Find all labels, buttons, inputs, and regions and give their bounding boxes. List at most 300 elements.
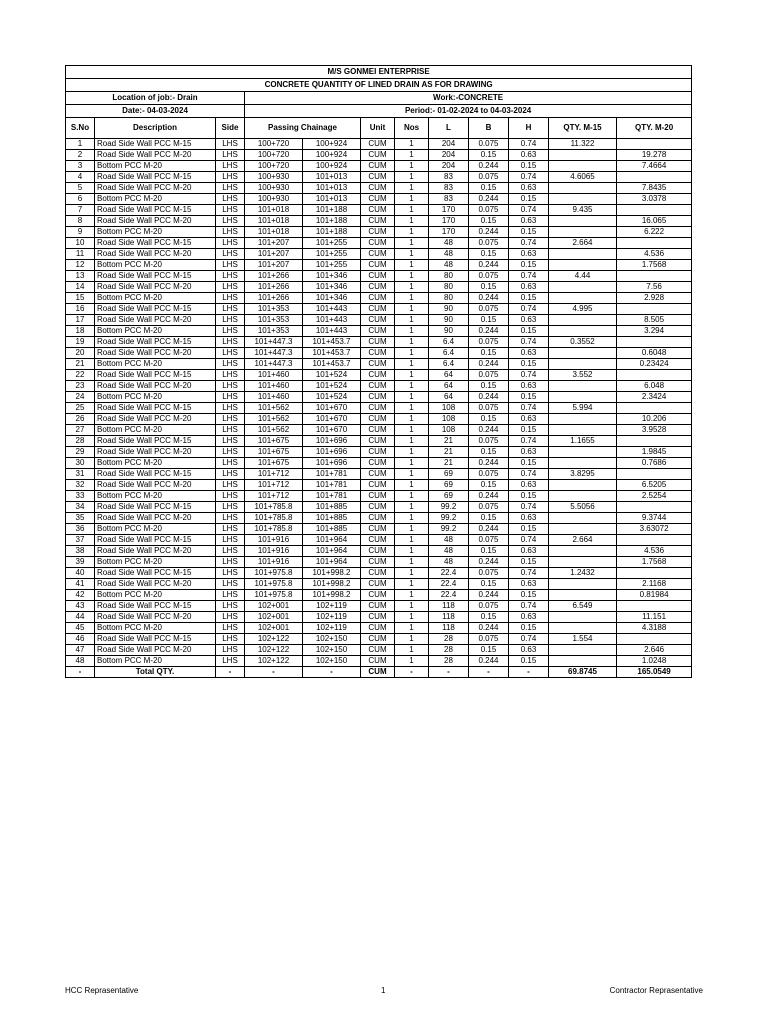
cell-breadth: 0.075 (469, 601, 509, 612)
total-qty-m20: 165.0549 (617, 667, 692, 678)
table-row (66, 491, 692, 502)
cell-unit: CUM (361, 623, 395, 634)
cell-qty-m20: 10.206 (617, 414, 692, 425)
cell-side: LHS (216, 579, 245, 590)
table-row (66, 480, 692, 491)
cell-description: Road Side Wall PCC M-20 (95, 414, 216, 425)
cell-length: 118 (429, 612, 469, 623)
cell-qty-m20: 7.56 (617, 282, 692, 293)
cell-from-chainage: 101+207 (245, 249, 303, 260)
cell-side: LHS (216, 425, 245, 436)
cell-side: LHS (216, 238, 245, 249)
table-row (66, 370, 692, 381)
cell-qty-m20: 0.23424 (617, 359, 692, 370)
cell-from-chainage: 101+712 (245, 491, 303, 502)
cell-height: 0.63 (509, 249, 549, 260)
cell-height: 0.63 (509, 513, 549, 524)
table-row (66, 425, 692, 436)
cell-height: 0.63 (509, 447, 549, 458)
cell-sno: 8 (66, 216, 95, 227)
cell-nos: 1 (395, 656, 429, 667)
cell-sno: 17 (66, 315, 95, 326)
cell-length: 108 (429, 425, 469, 436)
cell-side: LHS (216, 194, 245, 205)
cell-breadth: 0.244 (469, 293, 509, 304)
cell-description: Road Side Wall PCC M-15 (95, 568, 216, 579)
cell-description: Road Side Wall PCC M-15 (95, 403, 216, 414)
cell-to-chainage: 101+781 (303, 480, 361, 491)
table-row (66, 282, 692, 293)
cell-nos: 1 (395, 645, 429, 656)
cell-description: Bottom PCC M-20 (95, 458, 216, 469)
cell-from-chainage: 101+018 (245, 205, 303, 216)
cell-nos: 1 (395, 535, 429, 546)
cell-from-chainage: 101+975.8 (245, 568, 303, 579)
cell-unit: CUM (361, 414, 395, 425)
cell-description: Road Side Wall PCC M-15 (95, 139, 216, 150)
cell-to-chainage: 101+013 (303, 172, 361, 183)
cell-height: 0.15 (509, 359, 549, 370)
cell-side: LHS (216, 370, 245, 381)
cell-breadth: 0.15 (469, 546, 509, 557)
cell-description: Bottom PCC M-20 (95, 656, 216, 667)
cell-from-chainage: 101+460 (245, 370, 303, 381)
cell-description: Road Side Wall PCC M-15 (95, 172, 216, 183)
cell-length: 83 (429, 194, 469, 205)
table-row (66, 359, 692, 370)
cell-side: LHS (216, 293, 245, 304)
cell-qty-m15: 1.554 (549, 634, 617, 645)
cell-side: LHS (216, 436, 245, 447)
cell-side: LHS (216, 546, 245, 557)
table-row (66, 227, 692, 238)
cell-length: 48 (429, 546, 469, 557)
cell-description: Bottom PCC M-20 (95, 293, 216, 304)
cell-unit: CUM (361, 315, 395, 326)
cell-from-chainage: 101+916 (245, 535, 303, 546)
cell-nos: 1 (395, 513, 429, 524)
cell-side: LHS (216, 568, 245, 579)
cell-qty-m20 (617, 436, 692, 447)
cell-sno: 39 (66, 557, 95, 568)
cell-nos: 1 (395, 315, 429, 326)
total-row (66, 667, 692, 678)
cell-breadth: 0.244 (469, 623, 509, 634)
cell-breadth: 0.075 (469, 271, 509, 282)
cell-height: 0.74 (509, 238, 549, 249)
cell-height: 0.63 (509, 150, 549, 161)
cell-from-chainage: 101+353 (245, 304, 303, 315)
cell-to-chainage: 100+924 (303, 139, 361, 150)
cell-to-chainage: 101+781 (303, 491, 361, 502)
cell-qty-m20: 6.222 (617, 227, 692, 238)
cell-nos: 1 (395, 436, 429, 447)
cell-qty-m15 (549, 623, 617, 634)
cell-sno: 2 (66, 150, 95, 161)
cell-length: 69 (429, 491, 469, 502)
cell-to-chainage: 101+670 (303, 425, 361, 436)
cell-height: 0.15 (509, 623, 549, 634)
cell-from-chainage: 101+266 (245, 271, 303, 282)
cell-nos: 1 (395, 282, 429, 293)
cell-description: Road Side Wall PCC M-15 (95, 304, 216, 315)
cell-unit: CUM (361, 183, 395, 194)
cell-to-chainage: 101+885 (303, 524, 361, 535)
cell-description: Bottom PCC M-20 (95, 524, 216, 535)
cell-nos: 1 (395, 304, 429, 315)
table-row (66, 249, 692, 260)
cell-height: 0.74 (509, 403, 549, 414)
cell-height: 0.63 (509, 381, 549, 392)
cell-description: Road Side Wall PCC M-15 (95, 535, 216, 546)
cell-breadth: 0.244 (469, 326, 509, 337)
table-row (66, 315, 692, 326)
cell-unit: CUM (361, 469, 395, 480)
cell-description: Bottom PCC M-20 (95, 590, 216, 601)
cell-breadth: 0.244 (469, 557, 509, 568)
cell-to-chainage: 101+255 (303, 238, 361, 249)
cell-height: 0.63 (509, 216, 549, 227)
cell-length: 64 (429, 381, 469, 392)
cell-qty-m15 (549, 381, 617, 392)
cell-length: 22.4 (429, 579, 469, 590)
cell-sno: 24 (66, 392, 95, 403)
cell-unit: CUM (361, 150, 395, 161)
cell-qty-m15 (549, 150, 617, 161)
cell-breadth: 0.15 (469, 645, 509, 656)
cell-height: 0.74 (509, 172, 549, 183)
cell-length: 69 (429, 469, 469, 480)
cell-breadth: 0.075 (469, 172, 509, 183)
cell-qty-m15: 5.994 (549, 403, 617, 414)
table-row (66, 205, 692, 216)
table-row (66, 271, 692, 282)
cell-unit: CUM (361, 392, 395, 403)
cell-height: 0.63 (509, 183, 549, 194)
cell-unit: CUM (361, 458, 395, 469)
cell-breadth: 0.15 (469, 315, 509, 326)
cell-side: LHS (216, 326, 245, 337)
cell-sno: 45 (66, 623, 95, 634)
cell-qty-m20: 0.6048 (617, 348, 692, 359)
cell-qty-m20 (617, 469, 692, 480)
cell-qty-m15: 4.44 (549, 271, 617, 282)
cell-side: LHS (216, 557, 245, 568)
cell-sno: 5 (66, 183, 95, 194)
report-date: Date:- 04-03-2024 (66, 105, 245, 118)
cell-length: 21 (429, 436, 469, 447)
cell-qty-m15: 2.664 (549, 535, 617, 546)
cell-to-chainage: 101+524 (303, 370, 361, 381)
cell-from-chainage: 101+353 (245, 326, 303, 337)
cell-sno: 43 (66, 601, 95, 612)
cell-from-chainage: 102+001 (245, 623, 303, 634)
cell-qty-m20: 1.7568 (617, 557, 692, 568)
cell-side: LHS (216, 458, 245, 469)
cell-length: 108 (429, 414, 469, 425)
cell-qty-m20: 16.065 (617, 216, 692, 227)
cell-nos: 1 (395, 381, 429, 392)
cell-qty-m15: 0.3552 (549, 337, 617, 348)
cell-qty-m15 (549, 216, 617, 227)
cell-qty-m20 (617, 634, 692, 645)
cell-side: LHS (216, 524, 245, 535)
cell-description: Road Side Wall PCC M-15 (95, 469, 216, 480)
cell-to-chainage: 101+885 (303, 513, 361, 524)
cell-nos: 1 (395, 634, 429, 645)
cell-from-chainage: 101+675 (245, 447, 303, 458)
table-row (66, 392, 692, 403)
cell-side: LHS (216, 227, 245, 238)
cell-side: LHS (216, 216, 245, 227)
cell-description: Road Side Wall PCC M-15 (95, 370, 216, 381)
cell-length: 22.4 (429, 590, 469, 601)
cell-side: LHS (216, 513, 245, 524)
cell-description: Road Side Wall PCC M-15 (95, 205, 216, 216)
report-period: Period:- 01-02-2024 to 04-03-2024 (245, 105, 692, 118)
cell-qty-m15: 3.552 (549, 370, 617, 381)
cell-to-chainage: 101+885 (303, 502, 361, 513)
cell-qty-m20 (617, 568, 692, 579)
col-b: B (469, 118, 509, 139)
table-row (66, 656, 692, 667)
cell-to-chainage: 102+119 (303, 612, 361, 623)
cell-breadth: 0.075 (469, 436, 509, 447)
cell-height: 0.74 (509, 568, 549, 579)
cell-nos: 1 (395, 425, 429, 436)
cell-breadth: 0.244 (469, 425, 509, 436)
cell-length: 28 (429, 634, 469, 645)
cell-to-chainage: 101+255 (303, 249, 361, 260)
table-row (66, 293, 692, 304)
cell-from-chainage: 101+460 (245, 381, 303, 392)
cell-from-chainage: 101+460 (245, 392, 303, 403)
cell-description: Road Side Wall PCC M-15 (95, 502, 216, 513)
cell-to-chainage: 101+443 (303, 315, 361, 326)
table-row (66, 601, 692, 612)
total-breadth: - (469, 667, 509, 678)
cell-height: 0.74 (509, 634, 549, 645)
cell-length: 48 (429, 249, 469, 260)
table-row (66, 139, 692, 150)
cell-to-chainage: 101+696 (303, 458, 361, 469)
cell-length: 69 (429, 480, 469, 491)
cell-side: LHS (216, 304, 245, 315)
cell-qty-m15 (549, 227, 617, 238)
cell-to-chainage: 101+524 (303, 381, 361, 392)
cell-length: 80 (429, 293, 469, 304)
table-row (66, 502, 692, 513)
col-qty-m15: QTY. M-15 (549, 118, 617, 139)
cell-height: 0.15 (509, 161, 549, 172)
cell-qty-m15 (549, 513, 617, 524)
cell-length: 90 (429, 326, 469, 337)
cell-unit: CUM (361, 601, 395, 612)
cell-nos: 1 (395, 271, 429, 282)
cell-to-chainage: 101+346 (303, 282, 361, 293)
cell-qty-m15 (549, 348, 617, 359)
cell-nos: 1 (395, 447, 429, 458)
cell-breadth: 0.075 (469, 535, 509, 546)
cell-from-chainage: 101+266 (245, 282, 303, 293)
cell-side: LHS (216, 315, 245, 326)
cell-unit: CUM (361, 524, 395, 535)
cell-nos: 1 (395, 601, 429, 612)
cell-description: Road Side Wall PCC M-20 (95, 183, 216, 194)
cell-from-chainage: 100+930 (245, 183, 303, 194)
cell-to-chainage: 102+119 (303, 601, 361, 612)
cell-qty-m15: 2.664 (549, 238, 617, 249)
cell-nos: 1 (395, 172, 429, 183)
cell-sno: 16 (66, 304, 95, 315)
cell-nos: 1 (395, 370, 429, 381)
cell-length: 21 (429, 458, 469, 469)
cell-side: LHS (216, 590, 245, 601)
table-row (66, 326, 692, 337)
cell-sno: 20 (66, 348, 95, 359)
cell-height: 0.74 (509, 436, 549, 447)
cell-height: 0.15 (509, 326, 549, 337)
cell-unit: CUM (361, 656, 395, 667)
cell-qty-m20 (617, 271, 692, 282)
cell-description: Bottom PCC M-20 (95, 557, 216, 568)
cell-to-chainage: 102+150 (303, 645, 361, 656)
col-side: Side (216, 118, 245, 139)
cell-height: 0.15 (509, 293, 549, 304)
cell-height: 0.15 (509, 656, 549, 667)
cell-qty-m15 (549, 579, 617, 590)
cell-unit: CUM (361, 304, 395, 315)
column-header-row (66, 118, 692, 139)
cell-qty-m20 (617, 370, 692, 381)
cell-qty-m20: 6.5205 (617, 480, 692, 491)
cell-qty-m20 (617, 403, 692, 414)
cell-side: LHS (216, 414, 245, 425)
cell-sno: 34 (66, 502, 95, 513)
cell-to-chainage: 101+696 (303, 436, 361, 447)
cell-qty-m20 (617, 535, 692, 546)
cell-sno: 6 (66, 194, 95, 205)
cell-sno: 28 (66, 436, 95, 447)
cell-qty-m20: 2.3424 (617, 392, 692, 403)
cell-qty-m15: 1.2432 (549, 568, 617, 579)
cell-description: Road Side Wall PCC M-20 (95, 480, 216, 491)
cell-to-chainage: 101+998.2 (303, 579, 361, 590)
cell-nos: 1 (395, 623, 429, 634)
cell-qty-m20: 2.1168 (617, 579, 692, 590)
cell-breadth: 0.244 (469, 392, 509, 403)
cell-to-chainage: 101+964 (303, 557, 361, 568)
cell-sno: 47 (66, 645, 95, 656)
cell-side: LHS (216, 601, 245, 612)
cell-sno: 1 (66, 139, 95, 150)
col-description: Description (95, 118, 216, 139)
cell-sno: 29 (66, 447, 95, 458)
cell-length: 28 (429, 645, 469, 656)
cell-length: 118 (429, 601, 469, 612)
cell-description: Road Side Wall PCC M-20 (95, 447, 216, 458)
cell-unit: CUM (361, 194, 395, 205)
cell-length: 108 (429, 403, 469, 414)
cell-breadth: 0.075 (469, 469, 509, 480)
cell-nos: 1 (395, 260, 429, 271)
cell-breadth: 0.075 (469, 568, 509, 579)
cell-unit: CUM (361, 557, 395, 568)
cell-breadth: 0.15 (469, 414, 509, 425)
cell-length: 204 (429, 150, 469, 161)
cell-from-chainage: 101+562 (245, 414, 303, 425)
cell-side: LHS (216, 172, 245, 183)
cell-breadth: 0.244 (469, 227, 509, 238)
cell-nos: 1 (395, 557, 429, 568)
cell-height: 0.15 (509, 392, 549, 403)
cell-qty-m15: 6.549 (549, 601, 617, 612)
cell-side: LHS (216, 491, 245, 502)
table-row (66, 414, 692, 425)
cell-length: 204 (429, 161, 469, 172)
cell-qty-m15 (549, 414, 617, 425)
cell-sno: 38 (66, 546, 95, 557)
cell-sno: 22 (66, 370, 95, 381)
cell-sno: 37 (66, 535, 95, 546)
cell-sno: 44 (66, 612, 95, 623)
cell-from-chainage: 102+001 (245, 601, 303, 612)
cell-length: 48 (429, 557, 469, 568)
cell-length: 48 (429, 260, 469, 271)
cell-length: 170 (429, 216, 469, 227)
table-row (66, 535, 692, 546)
company-name: M/S GONMEI ENTERPRISE (66, 66, 692, 79)
cell-qty-m20: 7.8435 (617, 183, 692, 194)
table-row (66, 645, 692, 656)
cell-unit: CUM (361, 359, 395, 370)
table-row (66, 524, 692, 535)
cell-to-chainage: 102+150 (303, 634, 361, 645)
cell-side: LHS (216, 381, 245, 392)
cell-from-chainage: 101+916 (245, 557, 303, 568)
cell-qty-m20: 6.048 (617, 381, 692, 392)
cell-unit: CUM (361, 282, 395, 293)
cell-side: LHS (216, 348, 245, 359)
cell-sno: 7 (66, 205, 95, 216)
cell-description: Bottom PCC M-20 (95, 194, 216, 205)
cell-qty-m20 (617, 304, 692, 315)
cell-qty-m15 (549, 282, 617, 293)
total-to-chainage: - (303, 667, 361, 678)
cell-breadth: 0.075 (469, 370, 509, 381)
cell-sno: 10 (66, 238, 95, 249)
cell-sno: 14 (66, 282, 95, 293)
cell-nos: 1 (395, 546, 429, 557)
cell-nos: 1 (395, 491, 429, 502)
cell-breadth: 0.15 (469, 216, 509, 227)
cell-qty-m15 (549, 645, 617, 656)
work-type: Work:-CONCRETE (245, 92, 692, 105)
cell-description: Road Side Wall PCC M-20 (95, 216, 216, 227)
total-length: - (429, 667, 469, 678)
cell-height: 0.74 (509, 502, 549, 513)
cell-description: Road Side Wall PCC M-20 (95, 645, 216, 656)
cell-length: 48 (429, 238, 469, 249)
cell-nos: 1 (395, 458, 429, 469)
cell-height: 0.74 (509, 469, 549, 480)
cell-nos: 1 (395, 502, 429, 513)
table-row (66, 458, 692, 469)
cell-nos: 1 (395, 403, 429, 414)
cell-nos: 1 (395, 249, 429, 260)
cell-nos: 1 (395, 359, 429, 370)
cell-from-chainage: 101+712 (245, 469, 303, 480)
